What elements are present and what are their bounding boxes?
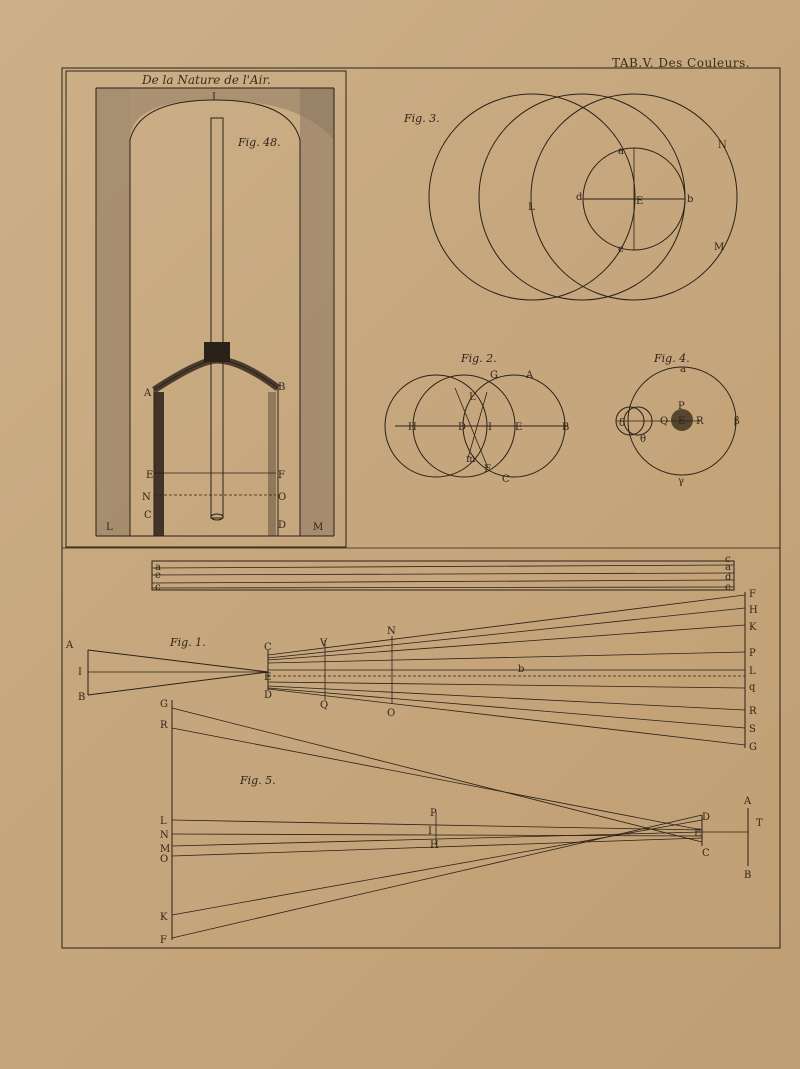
fig2-label-8: m	[466, 454, 476, 465]
fig1-left-label-0: A	[66, 640, 74, 651]
fig2-label-7: B	[562, 422, 570, 433]
fig1-right-label-3: P	[749, 648, 756, 659]
left-wall	[96, 88, 130, 536]
fig48-label-8: D	[278, 520, 287, 531]
fig5-right-label-4: T	[756, 818, 763, 829]
fig2-label-2: L	[469, 392, 476, 403]
fig5-left-label-7: F	[160, 935, 167, 946]
fig1-left-label-2: B	[78, 692, 86, 703]
fig1-strip-right-label-3: e	[725, 582, 731, 593]
fig48-label-7: C	[144, 510, 152, 521]
fig1-right-label-0: F	[749, 589, 756, 600]
fig1-strip-right-label-1: a	[725, 562, 731, 573]
fig5-right-label-5: B	[744, 870, 752, 881]
fig3-label-5: a	[618, 146, 624, 157]
fig3-label-3: E	[636, 196, 644, 207]
fig2-label-1: A	[526, 370, 534, 381]
fig5-left-label-0: G	[160, 699, 168, 710]
fig5-left-label-4: M	[160, 844, 171, 855]
fig4-label-3: E	[678, 416, 686, 427]
fig3-label-1: L	[528, 202, 535, 213]
fig1-right-label-2: K	[749, 622, 757, 633]
fig2-label-6: E	[515, 422, 523, 433]
fig48-label-0: I	[212, 92, 216, 103]
fig48-label-9: L	[106, 522, 113, 533]
fig5-right-label-2: C	[702, 848, 710, 859]
fig4-label-5: β	[734, 416, 740, 427]
fig2-label-0: G	[490, 370, 498, 381]
fig3-circle-1	[429, 94, 635, 300]
caption-label-3: Fig. 4.	[654, 352, 690, 365]
caption-label-5: Fig. 5.	[240, 774, 276, 787]
fig48-label-1: A	[144, 388, 152, 399]
fig1-right-label-7: S	[749, 724, 756, 735]
fig1-right-label-5: q	[749, 682, 756, 693]
fig5-center-label-0: P	[430, 808, 437, 819]
fig2-label-3: H	[408, 422, 417, 433]
fig1-strip-right-label-2: d	[725, 572, 732, 583]
fig48-label-10: M	[313, 522, 324, 533]
fig4-label-0: a	[680, 364, 686, 375]
fig1-mid-label-1: Q	[320, 700, 329, 711]
fig5-right-label-3: A	[744, 796, 752, 807]
fig5-rays	[172, 700, 748, 940]
fig48-label-3: E	[146, 470, 154, 481]
fig48-label-6: O	[278, 492, 287, 503]
fig4-label-7: θ	[640, 434, 647, 445]
fig5-left-label-2: L	[160, 816, 167, 827]
fig5-left-label-3: N	[160, 830, 169, 841]
fig1-lens-label-0: C	[264, 642, 272, 653]
fig3-label-0: N	[718, 140, 727, 151]
fig1-strip-left-label-0: a	[155, 562, 161, 573]
fig48-label-2: B	[278, 382, 286, 393]
caption-label-2: Fig. 2.	[461, 352, 497, 365]
fig4-label-8: γ	[678, 476, 684, 487]
caption-label-4: Fig. 1.	[170, 636, 206, 649]
fig5-left-label-5: O	[160, 854, 169, 865]
plate-frame	[62, 68, 780, 948]
fig1-strip-left-label-2: c	[155, 582, 161, 593]
fig4-label-1: P	[678, 401, 685, 412]
fig1-lens-label-2: D	[264, 690, 273, 701]
fig4-label-4: R	[696, 416, 704, 427]
fig1-right-label-8: G	[749, 742, 757, 753]
plate-title: TAB.V. Des Couleurs.	[612, 56, 751, 70]
fig1-right-label-4: L	[749, 666, 756, 677]
fig5-center-label-2: H	[430, 840, 439, 851]
fig1-strip-right-label-0: c	[725, 554, 731, 565]
right-wall	[300, 88, 334, 536]
fig3-label-4: b	[687, 194, 694, 205]
fig1-left-label-1: I	[78, 667, 82, 678]
caption-label-1: Fig. 3.	[404, 112, 440, 125]
inset-title: De la Nature de l'Air.	[142, 73, 271, 87]
fig5-right-label-0: D	[702, 812, 711, 823]
fig2-label-5: I	[488, 422, 492, 433]
fig3-label-6: c	[618, 244, 624, 255]
fig1-right-label-1: H	[749, 605, 758, 616]
fig48-label-4: F	[278, 470, 285, 481]
fig2-label-9: F	[484, 464, 491, 475]
caption-label-0: Fig. 48.	[238, 136, 281, 149]
fig1-rays	[88, 592, 745, 748]
fig48-label-5: N	[142, 492, 151, 503]
fig5-right-label-1: E	[694, 828, 702, 839]
fig5-center-label-1: I	[428, 826, 432, 837]
fig4-circles	[616, 367, 736, 475]
fig4-label-6: δ	[619, 418, 626, 429]
fig1-mid-label-3: O	[387, 708, 396, 719]
fig3-label-2: d	[576, 192, 583, 203]
fig5-left-label-1: R	[160, 720, 168, 731]
fig1-mid-label-2: N	[387, 626, 396, 637]
fig2-label-10: C	[502, 474, 510, 485]
fig1-mid-label-4: b	[518, 664, 525, 675]
cork-stopper	[204, 342, 230, 362]
fig4-label-2: Q	[660, 416, 669, 427]
fig1-strips	[152, 561, 734, 590]
inner-vessel	[154, 360, 278, 536]
fig1-strip-left-label-1: e	[155, 570, 161, 581]
glass-tube	[211, 118, 223, 518]
fig48-bell-jar	[96, 88, 334, 536]
fig3-label-7: M	[714, 242, 725, 253]
fig1-lens-label-1: E	[264, 672, 272, 683]
fig1-mid-label-0: V	[320, 638, 328, 649]
fig1-right-label-6: R	[749, 706, 757, 717]
fig5-left-label-6: K	[160, 912, 168, 923]
fig2-label-4: D	[458, 422, 467, 433]
